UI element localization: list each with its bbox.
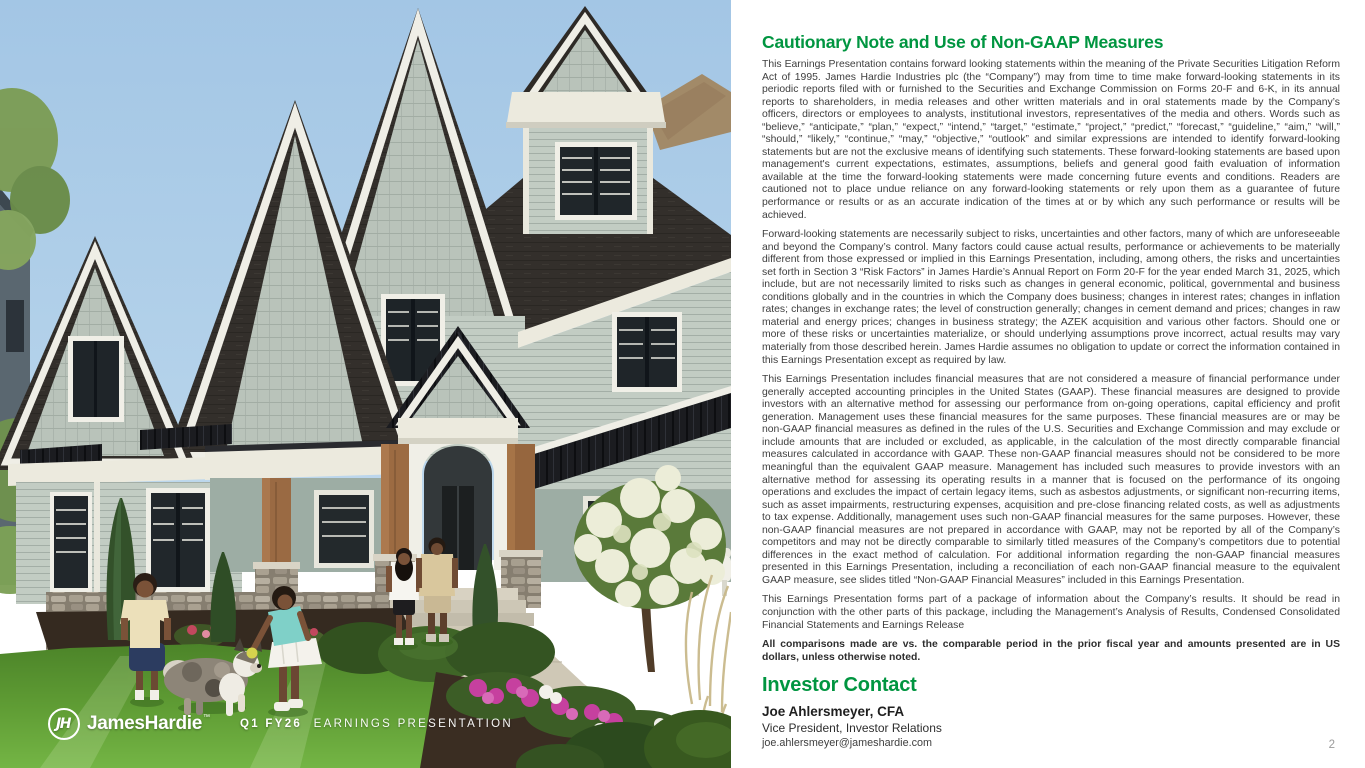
jameshardie-logo-icon <box>48 708 80 740</box>
presentation-title <box>240 718 513 730</box>
cautionary-paragraph-2: Forward-looking statements are necessarily subject to risks, uncertainties and other factors, many of which are unforeseeable and beyond the Company’s control. Many factors could cause actual results, performance or achievements to be materially different from those expressed or implied in this Earnings Presentation, including, among others, the risks and uncertainties set forth in Section 3 “Risk Factors” in James Hardie’s Annual Report on Form 20-F for the year ended March 31, 2025, which include, but are not necessarily limited to risks such as changes in general economic, political, governmental and business conditions globally and in the countries in which the Company does business; changes in interest rates; changes in inflation rates; changes in exchange rates; the level of construction generally; changes in cement demand and prices; changes in raw material and energy prices; changes in business strategy; the AZEK acquisition and various other factors. Should one or more of these risks or uncertainties materialize, or should underlying assumptions prove incorrect, actual results may vary materially from those described herein. James Hardie assumes no obligation to update or correct the information contained in this Earnings Presentation except as required by law. <box>762 229 1340 366</box>
tower-window <box>555 142 637 220</box>
investor-contact-email: joe.ahlersmeyer@jameshardie.com <box>762 736 932 749</box>
cautionary-paragraph-3: This Earnings Presentation includes financial measures that are not considered a measure of financial performance under generally accepted accounting principles in the United States (GAAP). These financial measures are designed to provide investors with an alternative method for assessing our performance from on-going operations, capital efficiency and profit generation. Management uses these financial measures for the same purposes. These financial measures are or may be non-GAAP financial measures as defined in the rules of the U.S. Securities and Exchange Commission and may exclude or include amounts that are included or excluded, as applicable, in the calculation of the most directly comparable financial measures calculated in accordance with GAAP. These non-GAAP financial measures should not be considered to be more meaningful than the equivalent GAAP measure. Management has included such measures to provide investors with an alternative method for assessing its operating results in a manner that is focused on the performance of its ongoing operations and excludes the impact of certain legacy items, such as asbestos adjustments, or significant non-recurring items, such as asset impairments, restructuring expenses, acquisition and pre-close financing related costs, as well as adjustments to tax expense. Additionally, management uses such non-GAAP financial measures for the same purposes. However, these non-GAAP financial measures are not prepared in accordance with GAAP, may not be reported by all of the Company’s competitors and may not be directly comparable to similarly titled measures of the Company’s competitors due to potential differences in the exact method of calculation. For additional information regarding the non-GAAP financial measures presented in this Earnings Presentation, including a reconciliation of each non-GAAP financial measure to the equivalent GAAP measure, see slides titled “Non-GAAP Financial Measures” included in this Earnings Presentation. <box>762 374 1340 586</box>
footer-brand-bar <box>48 708 513 740</box>
left-window-2 <box>146 488 210 592</box>
investor-contact-name: Joe Ahlersmeyer, CFA <box>762 703 905 719</box>
left-window-1 <box>50 492 92 592</box>
presentation-title-rest: EARNINGS PRESENTATION <box>313 718 513 730</box>
content-panel <box>731 0 1365 768</box>
cautionary-heading: Cautionary Note and Use of Non-GAAP Measures <box>762 32 1164 52</box>
presentation-quarter: Q1 FY26 <box>240 718 303 730</box>
cautionary-paragraph-4: This Earnings Presentation forms part of a package of information about the Company’s results. It should be read in conjunction with the other parts of this package, including the Management’s Analysis of Results, Condensed Consolidated Financial Statements and Earnings Release <box>762 594 1340 631</box>
logo-monogram: JH <box>56 716 70 732</box>
cautionary-paragraph-1: This Earnings Presentation contains forward looking statements within the meaning of the Private Securities Litigation Reform Act of 1995. James Hardie Industries plc (the “Company”) may from time to time make forward-looking statements in its periodic reports filed with or furnished to the Securities and Exchange Commission on Forms 20-F and 6-K, in its annual reports to shareholders, in media releases and other written materials and in oral statements made by the Company’s officers, directors or employees to analysts, institutional investors, representatives of the media and others. Words such as “believe,” “anticipate,” “plan,” “expect,” “intend,” “target,” “estimate,” “project,” “predict,” “forecast,” “guideline,” “aim,” “will,” “should,” “likely,” “continue,” “may,” “objective,” “outlook” and similar expressions are intended to identify forward-looking statements but are not the exclusive means of identifying such statements. These forward-looking statements are based upon management's current expectations, estimates, assumptions, beliefs and general good faith evaluation of information available at the time the forward-looking statements were made concerning future events and conditions. Readers are cautioned not to place undue reliance on any forward-looking statements or rely upon them as a guarantee of future performance or results or as an accurate indication of the times at or by which any such performance or results will be achieved. <box>762 59 1340 221</box>
page-number: 2 <box>1328 739 1335 751</box>
left-gable-window <box>68 336 124 422</box>
investor-contact-heading: Investor Contact <box>762 673 917 696</box>
comparisons-note: All comparisons made are vs. the comparable period in the prior fiscal year and amounts presented are in US dollars, unless otherwise noted. <box>762 639 1340 663</box>
porch-window <box>314 490 374 568</box>
trademark-symbol: ™ <box>203 713 210 721</box>
investor-contact-title: Vice President, Investor Relations <box>762 720 942 735</box>
logo-wordmark: JamesHardie <box>87 713 202 734</box>
right-upper-window <box>612 312 682 392</box>
